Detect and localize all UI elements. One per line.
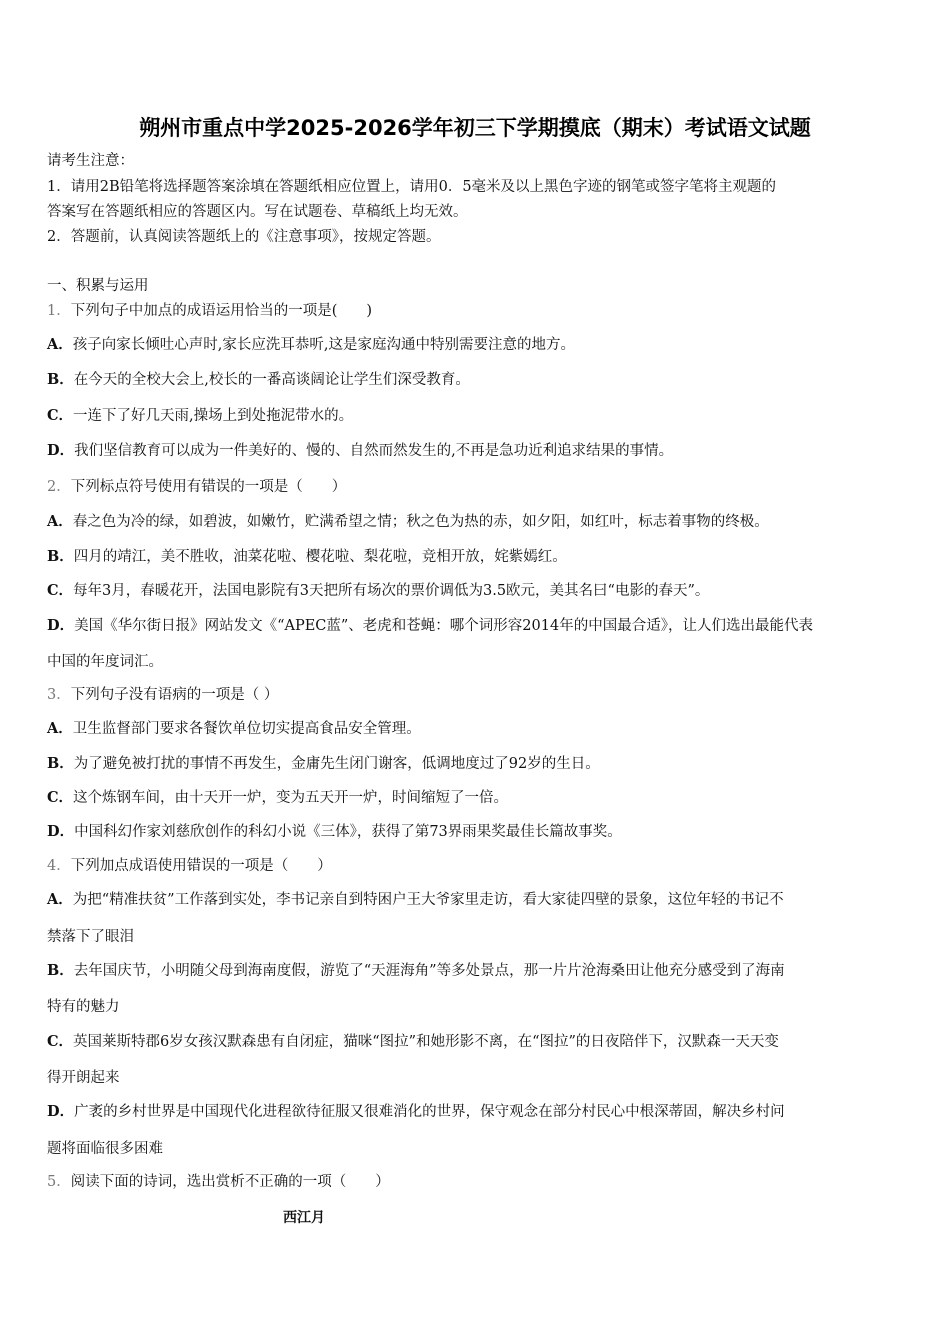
question-text: 下列加点成语使用错误的一项是（ ）	[70, 858, 332, 874]
option	[47, 788, 508, 808]
question-number: 1．	[47, 303, 71, 319]
option	[47, 961, 785, 981]
question-number: 3．	[47, 687, 71, 703]
option-label: B．	[47, 548, 74, 565]
question-text: 下列句子没有语病的一项是（ ）	[70, 687, 279, 703]
option-label: D．	[47, 442, 75, 459]
option-text: 美国《华尔街日报》网站发文《“APEC蓝”、老虎和苍蝇：哪个词形容2014年的中国最合适》，让人们选出最能代表	[74, 618, 813, 634]
question-stem	[47, 685, 278, 705]
option	[47, 406, 353, 426]
option	[47, 441, 673, 461]
option-text: 广袤的乡村世界是中国现代化进程欲待征服又很难消化的世界，保守观念在部分村民心中根深蒂固，解决乡村问	[74, 1104, 785, 1120]
option-text: 我们坚信教育可以成为一件美好的、慢的、自然而然发生的,不再是急功近利追求结果的事情。	[74, 443, 674, 459]
option-continuation: 中国的年度词汇。	[47, 654, 163, 670]
option	[47, 335, 575, 355]
option	[47, 719, 421, 739]
option	[47, 1032, 779, 1052]
option-label: C．	[47, 789, 74, 806]
question-stem	[47, 477, 346, 497]
question-text: 阅读下面的诗词，选出赏析不正确的一项（ ）	[70, 1174, 390, 1190]
option	[47, 370, 470, 390]
question-number: 5．	[47, 1174, 71, 1190]
option-text: 英国莱斯特郡6岁女孩汉默森患有自闭症，猫咪“图拉”和她形影不离，在“图拉”的日夜陪伴下，汉默森一天天变	[73, 1034, 779, 1050]
option-text: 中国科幻作家刘慈欣创作的科幻小说《三体》，获得了第73界雨果奖最佳长篇故事奖。	[74, 824, 622, 840]
option-text: 四月的靖江，美不胜收，油菜花啦、樱花啦、梨花啦，竞相开放，姹紫嫣红。	[73, 549, 567, 565]
notice-heading: 请考生注意：	[47, 153, 134, 169]
option-text: 为了避免被打扰的事情不再发生，金庸先生闭门谢客，低调地度过了92岁的生日。	[73, 756, 600, 772]
question-text: 下列标点符号使用有错误的一项是（ ）	[70, 479, 347, 495]
option	[47, 616, 813, 636]
option-continuation: 题将面临很多困难	[47, 1141, 163, 1157]
option-label: A．	[47, 336, 73, 353]
question-text: 下列句子中加点的成语运用恰当的一项是( )	[70, 303, 373, 319]
option-continuation: 得开朗起来	[47, 1070, 120, 1086]
option	[47, 512, 769, 532]
option	[47, 547, 567, 567]
option-label: D．	[47, 617, 75, 634]
option-text: 一连下了好几天雨,操场上到处拖泥带水的。	[73, 408, 354, 424]
page-title: 朔州市重点中学2025-2026学年初三下学期摸底（期末）考试语文试题	[139, 116, 811, 140]
option-label: D．	[47, 1103, 75, 1120]
question-number: 4．	[47, 858, 71, 874]
section-heading: 一、积累与运用	[47, 278, 149, 294]
option-label: A．	[47, 891, 73, 908]
option-text: 春之色为冷的绿，如碧波，如嫩竹，贮满希望之情；秋之色为热的赤，如夕阳，如红叶，标志着事物的终极。	[72, 514, 769, 530]
option	[47, 754, 600, 774]
option-label: B．	[47, 962, 74, 979]
option-continuation: 特有的魅力	[47, 999, 120, 1015]
option-label: C．	[47, 407, 74, 424]
notice-item: 答案写在答题纸相应的答题区内。写在试题卷、草稿纸上均无效。	[47, 204, 468, 220]
option	[47, 822, 622, 842]
option-continuation: 禁落下了眼泪	[47, 929, 134, 945]
option-text: 每年3月，春暖花开，法国电影院有3天把所有场次的票价调低为3.5欧元，美其名曰“电影的春天”。	[73, 583, 710, 599]
option	[47, 1102, 785, 1122]
option-text: 为把“精准扶贫”工作落到实处，李书记亲自到特困户王大爷家里走访，看大家徒四壁的景象，这位年轻的书记不	[72, 892, 784, 908]
question-number: 2．	[47, 479, 71, 495]
option-label: C．	[47, 1033, 74, 1050]
option-text: 孩子向家长倾吐心声时,家长应洗耳恭听,这是家庭沟通中特别需要注意的地方。	[72, 337, 575, 353]
option-text: 这个炼钢车间，由十天开一炉，变为五天开一炉，时间缩短了一倍。	[73, 790, 509, 806]
option-text: 卫生监督部门要求各餐饮单位切实提高食品安全管理。	[72, 721, 421, 737]
option-label: B．	[47, 371, 74, 388]
question-stem	[47, 1172, 390, 1192]
notice-item: 1．请用2B铅笔将选择题答案涂填在答题纸相应位置上，请用0．5毫米及以上黑色字迹的钢笔或签字笔将主观题的	[47, 179, 777, 195]
option-label: C．	[47, 582, 74, 599]
option-text: 去年国庆节，小明随父母到海南度假，游览了“天涯海角”等多处景点，那一片片沧海桑田让他充分感受到了海南	[73, 963, 785, 979]
option	[47, 890, 784, 910]
question-stem	[47, 301, 372, 321]
question-stem	[47, 856, 332, 876]
poem-title: 西江月	[283, 1210, 325, 1226]
option-text: 在今天的全校大会上,校长的一番高谈阔论让学生们深受教育。	[73, 372, 470, 388]
option-label: D．	[47, 823, 75, 840]
option-label: B．	[47, 755, 74, 772]
option-label: A．	[47, 720, 73, 737]
notice-item: 2．答题前，认真阅读答题纸上的《注意事项》，按规定答题。	[47, 229, 441, 245]
option	[47, 581, 709, 601]
option-label: A．	[47, 513, 73, 530]
